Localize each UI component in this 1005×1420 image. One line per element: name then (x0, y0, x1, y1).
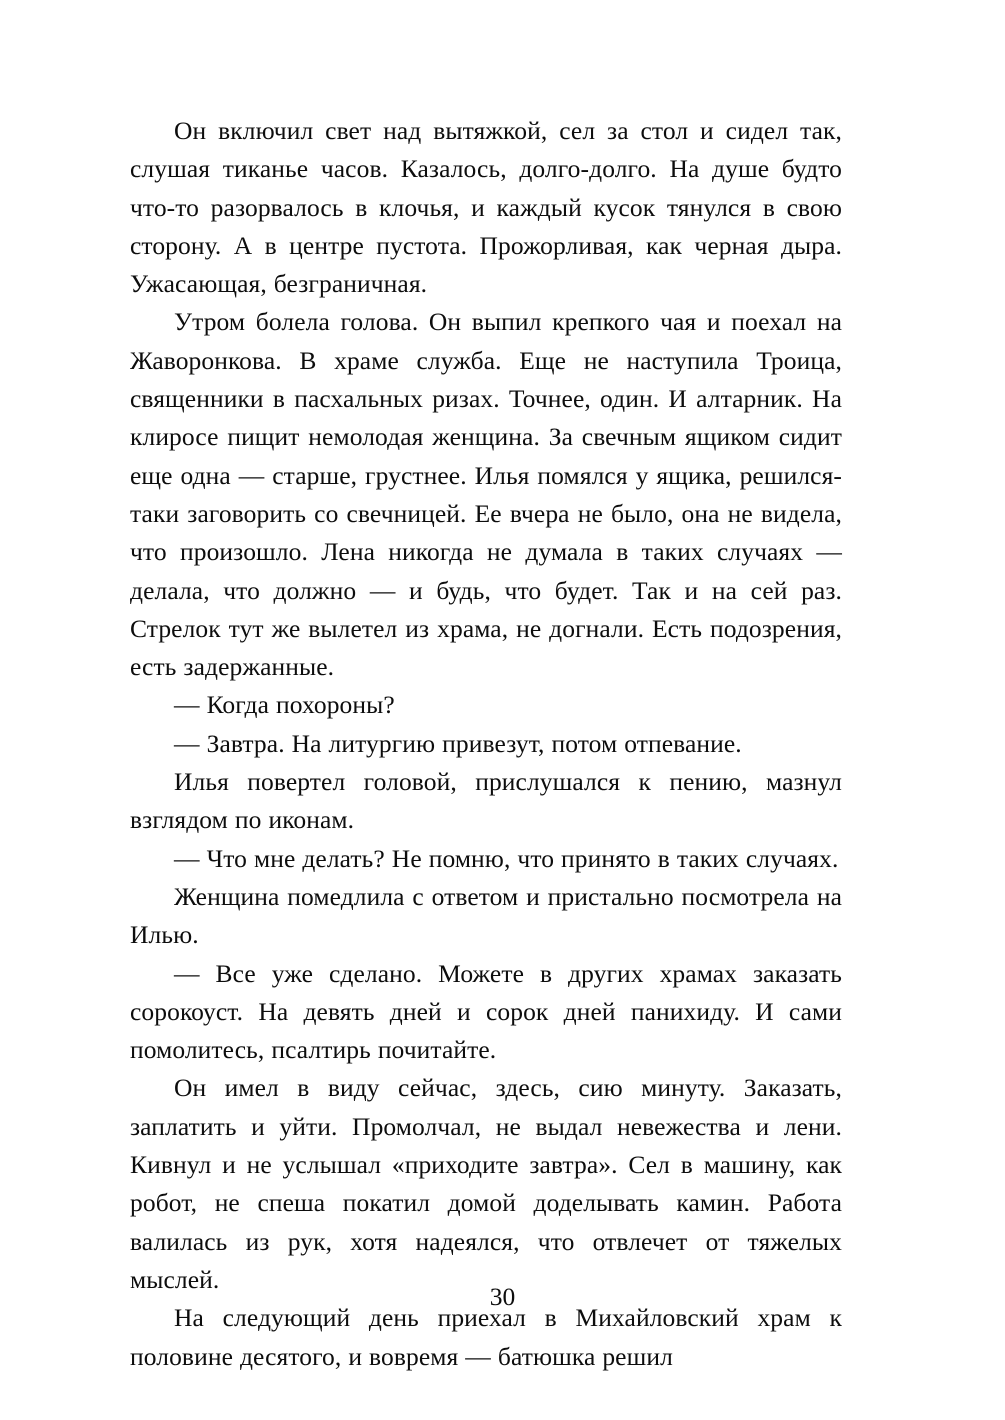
paragraph: На следующий день приехал в Михайловский храм к половине десятого, и вовремя — батюшка решил (130, 1303, 842, 1371)
dialogue-line: — Когда похороны? (174, 690, 395, 720)
paragraph: Илья повертел головой, прислушался к пению, мазнул взглядом по иконам. (130, 767, 842, 835)
paragraph: Утром болела голова. Он выпил крепкого чая и поехал на Жаворонкова. В храме служба. Еще не наступила Троица, священники в пасхальных ризах. Точнее, один. И алтарник. На клиросе пищит немолодая женщина. За свечным ящиком сидит еще одна — старше, грустнее. Илья помялся у ящика, решился-таки заговорить со свечницей. Ее вчера не было, она не видела, что произошло. Лена никогда не думала в таких случаях — делала, что должно — и будь, что будет. Так и на сей раз. Стрелок тут же вылетел из храма, не догнали. Есть подозрения, есть задержанные. (130, 307, 842, 682)
paragraph: Он включил свет над вытяжкой, сел за стол и сидел так, слушая тиканье часов. Казалось, долго-долго. На душе будто что-то разорвалось в клочья, и каждый кусок тянулся в свою сторону. А в центре пустота. Прожорливая, как черная дыра. Ужасающая, безграничная. (130, 116, 842, 299)
dialogue-line: — Все уже сделано. Можете в других храмах заказать сорокоуст. На девять дней и сорок дней панихиду. И сами помолитесь, псалтирь почитайте. (130, 958, 842, 1065)
dialogue-line: — Завтра. На литургию привезут, потом отпевание. (174, 728, 742, 758)
paragraph: Женщина помедлила с ответом и пристально посмотрела на Илью. (130, 881, 842, 950)
page-number: 30 (489, 1282, 516, 1311)
paragraph: Он имел в виду сейчас, здесь, сию минуту. Заказать, заплатить и уйти. Промолчал, не выдал невежества и лени. Кивнул и не услышал «приходите завтра». Сел в машину, как робот, не спеша покатил домой доделывать камин. Работа валилась из рук, хотя надеялся, что отвлечет от тяжелых мыслей. (130, 1073, 842, 1294)
page-text-body (130, 112, 842, 1376)
dialogue-line: — Что мне делать? Не помню, что принято в таких случаях. (174, 843, 839, 873)
